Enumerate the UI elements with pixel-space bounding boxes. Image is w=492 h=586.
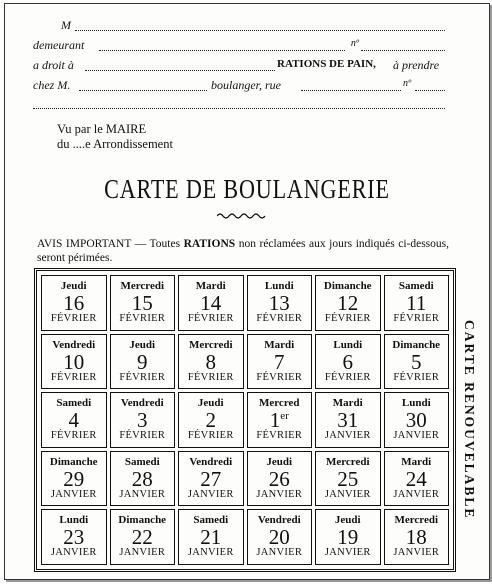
weekday-label: Lundi: [264, 280, 294, 293]
date-number-value: 8: [205, 349, 216, 374]
ration-day-cell[interactable]: [110, 392, 176, 448]
weekday-label: Dimanche: [392, 338, 441, 351]
rations-label: RATIONS DE PAIN,: [277, 58, 376, 70]
month-label: FÉVRIER: [324, 371, 371, 383]
date-number-value: 7: [274, 349, 285, 374]
page-title: CARTE DE BOULANGERIE: [104, 174, 390, 204]
ration-day-cell[interactable]: [384, 392, 450, 448]
date-number: [63, 293, 84, 314]
month-label: FÉVRIER: [256, 371, 303, 383]
weekday-label: Dimanche: [49, 455, 98, 468]
extra-field[interactable]: [33, 96, 445, 109]
month-label: FÉVRIER: [256, 313, 303, 325]
month-label: JANVIER: [187, 488, 234, 500]
ration-day-cell[interactable]: [247, 451, 313, 507]
baker-line: [33, 78, 445, 94]
ration-day-cell[interactable]: [110, 334, 176, 390]
month-label: FÉVRIER: [119, 371, 166, 383]
date-number-value: 23: [63, 525, 85, 550]
take-label: à prendre: [393, 58, 440, 72]
ration-calendar-grid: [41, 275, 449, 565]
date-number-value: 31: [337, 408, 359, 433]
date-number-value: 30: [405, 408, 427, 433]
weekday-label: Lundi: [59, 514, 89, 527]
date-number: [200, 466, 222, 491]
date-number: [132, 527, 153, 548]
month-label: JANVIER: [256, 547, 303, 559]
ration-day-cell[interactable]: [41, 275, 107, 331]
date-number-value: 26: [268, 466, 290, 491]
month-label: JANVIER: [393, 488, 440, 500]
date-number: [63, 349, 85, 374]
month-label: FÉVRIER: [119, 313, 166, 325]
month-label: FÉVRIER: [324, 313, 371, 325]
ration-calendar: [34, 268, 456, 572]
date-number: [269, 527, 290, 548]
ration-day-cell[interactable]: [178, 334, 244, 390]
date-number: [206, 410, 217, 431]
mayor-endorsement: [57, 122, 173, 152]
date-number-value: 10: [63, 349, 85, 374]
date-number-value: 25: [337, 466, 359, 491]
address-number-label: nº: [350, 38, 359, 49]
date-number: [337, 527, 358, 548]
month-label: FÉVRIER: [256, 430, 303, 442]
date-number: [268, 466, 290, 491]
date-number-value: 4: [68, 408, 79, 433]
date-number: [205, 349, 217, 374]
arrondissement-line: du ....e Arrondissement: [57, 137, 173, 151]
weekday-label: Mercredi: [188, 338, 233, 351]
date-number-value: 28: [131, 466, 153, 491]
month-label: JANVIER: [256, 488, 303, 500]
date-number: [137, 349, 148, 374]
ration-day-cell[interactable]: [315, 334, 381, 390]
ration-day-cell[interactable]: [384, 275, 450, 331]
month-label: FÉVRIER: [187, 371, 234, 383]
weekday-label: Mercredi: [120, 280, 165, 293]
rights-label: a droit à: [33, 58, 74, 72]
date-number-value: 6: [342, 349, 353, 374]
date-number: [63, 466, 85, 491]
ration-day-cell[interactable]: [41, 509, 107, 565]
date-number: [337, 293, 358, 314]
date-number-value: 5: [411, 349, 422, 374]
date-number-value: 11: [406, 291, 427, 316]
weekday-label: Mardi: [401, 455, 432, 468]
name-line: [33, 18, 445, 34]
address-field[interactable]: [99, 38, 345, 51]
month-label: JANVIER: [119, 547, 166, 559]
weekday-label: Vendredi: [257, 514, 301, 527]
date-number: [200, 293, 221, 314]
date-number-value: 21: [200, 525, 222, 550]
date-number: [337, 410, 358, 431]
weekday-label: Mardi: [332, 397, 363, 410]
date-number-value: 16: [63, 291, 85, 316]
weekday-label: Jeudi: [334, 514, 361, 527]
month-label: JANVIER: [324, 488, 371, 500]
date-number: [405, 466, 427, 491]
month-label: JANVIER: [324, 430, 371, 442]
ration-day-cell[interactable]: [315, 275, 381, 331]
date-number-value: 20: [268, 525, 290, 550]
ration-day-cell[interactable]: [41, 451, 107, 507]
month-label: FÉVRIER: [187, 313, 234, 325]
rations-count-field[interactable]: [85, 58, 275, 71]
date-number-value: 18: [405, 525, 427, 550]
weekday-label: Dimanche: [323, 280, 372, 293]
month-label: JANVIER: [119, 488, 166, 500]
date-number-value: 2: [205, 408, 216, 433]
date-number: [131, 466, 153, 491]
ration-day-cell[interactable]: [247, 392, 313, 448]
month-label: JANVIER: [50, 488, 97, 500]
address-line: [33, 38, 445, 54]
date-number-value: 29: [63, 466, 85, 491]
date-number: [274, 349, 285, 374]
address-label: demeurant: [33, 38, 85, 52]
date-number-value: 12: [337, 291, 359, 316]
address-number-field[interactable]: [361, 38, 445, 51]
date-number: [337, 466, 359, 491]
date-number: [69, 410, 80, 431]
weekday-label: Mercredi: [325, 455, 370, 468]
date-number-value: 19: [337, 525, 359, 550]
rations-line: [33, 58, 449, 74]
ration-day-cell[interactable]: [247, 334, 313, 390]
date-number-value: 13: [268, 291, 290, 316]
weekday-label: Samedi: [124, 455, 160, 468]
month-label: JANVIER: [393, 547, 440, 559]
weekday-label: Vendredi: [189, 455, 233, 468]
baker-at-label: chez M.: [33, 78, 71, 92]
name-label: M: [61, 18, 71, 32]
extra-line: [33, 96, 445, 112]
weekday-label: Mardi: [264, 338, 295, 351]
mayor-line: Vu par le MAIRE: [57, 122, 147, 136]
notice-rest: non réclamées aux jours indiqués ci-dessous, seront périmées.: [37, 238, 449, 264]
ration-card: [4, 3, 490, 580]
weekday-label: Lundi: [333, 338, 363, 351]
date-number-value: 15: [131, 291, 153, 316]
date-number-value: 1: [269, 408, 281, 433]
month-label: JANVIER: [393, 430, 440, 442]
renewable-label: CARTE RENOUVELABLE: [462, 320, 477, 520]
month-label: FÉVRIER: [393, 313, 440, 325]
ration-day-cell[interactable]: [384, 509, 450, 565]
weekday-label: Samedi: [56, 397, 92, 410]
date-number: [406, 293, 426, 314]
date-number: [342, 349, 354, 374]
ration-day-cell[interactable]: [178, 392, 244, 448]
ration-day-cell[interactable]: [178, 509, 244, 565]
date-number-value: 22: [131, 525, 153, 550]
ration-day-cell[interactable]: [110, 451, 176, 507]
weekday-label: Samedi: [193, 514, 229, 527]
date-number: [270, 410, 289, 431]
weekday-label: Vendredi: [52, 338, 96, 351]
month-label: JANVIER: [187, 547, 234, 559]
notice: [37, 237, 449, 265]
month-label: JANVIER: [50, 547, 97, 559]
month-label: JANVIER: [324, 547, 371, 559]
ornament-squiggle-icon: [217, 212, 267, 220]
date-number-value: 24: [405, 466, 427, 491]
weekday-label: Mardi: [195, 280, 226, 293]
date-number: [269, 293, 290, 314]
month-label: FÉVRIER: [50, 430, 97, 442]
ration-day-cell[interactable]: [384, 451, 450, 507]
ration-day-cell[interactable]: [41, 334, 107, 390]
baker-number-field[interactable]: [415, 78, 445, 91]
date-number: [406, 410, 427, 431]
ration-day-cell[interactable]: [247, 275, 313, 331]
weekday-label: Jeudi: [266, 455, 293, 468]
baker-street-label: boulanger, rue: [211, 78, 281, 92]
date-number: [411, 349, 422, 374]
ration-day-cell[interactable]: [178, 451, 244, 507]
ration-day-cell[interactable]: [110, 509, 176, 565]
weekday-label: Mercred: [258, 397, 300, 410]
ration-day-cell[interactable]: [384, 334, 450, 390]
weekday-label: Dimanche: [118, 514, 167, 527]
ration-day-cell[interactable]: [315, 451, 381, 507]
ration-day-cell[interactable]: [178, 275, 244, 331]
date-number-value: 14: [200, 291, 222, 316]
month-label: FÉVRIER: [393, 371, 440, 383]
side-label: [457, 306, 481, 534]
baker-street-field[interactable]: [301, 78, 401, 91]
notice-bold: RATIONS: [183, 238, 236, 250]
date-number: [406, 527, 427, 548]
date-number: [63, 527, 84, 548]
name-field[interactable]: [75, 18, 445, 31]
ordinal-suffix: er: [280, 410, 289, 423]
ration-day-cell[interactable]: [315, 509, 381, 565]
notice-lead: AVIS IMPORTANT — Toutes: [37, 238, 181, 250]
weekday-label: Jeudi: [197, 397, 224, 410]
date-number: [132, 293, 153, 314]
weekday-label: Samedi: [398, 280, 434, 293]
ration-day-cell[interactable]: [41, 392, 107, 448]
weekday-label: Mercredi: [394, 514, 439, 527]
month-label: FÉVRIER: [50, 371, 97, 383]
baker-number-label: nº: [403, 78, 412, 89]
month-label: FÉVRIER: [119, 430, 166, 442]
weekday-label: Jeudi: [129, 338, 156, 351]
date-number: [137, 410, 148, 431]
date-number-value: 27: [200, 466, 222, 491]
ration-day-cell[interactable]: [315, 392, 381, 448]
date-number-value: 3: [137, 408, 148, 433]
weekday-label: Vendredi: [120, 397, 164, 410]
ration-day-cell[interactable]: [247, 509, 313, 565]
date-number-value: 9: [137, 349, 148, 374]
weekday-label: Lundi: [401, 397, 431, 410]
weekday-label: Jeudi: [60, 280, 87, 293]
month-label: FÉVRIER: [187, 430, 234, 442]
date-number: [200, 527, 221, 548]
month-label: FÉVRIER: [50, 313, 97, 325]
ration-day-cell[interactable]: [110, 275, 176, 331]
baker-name-field[interactable]: [79, 78, 207, 91]
